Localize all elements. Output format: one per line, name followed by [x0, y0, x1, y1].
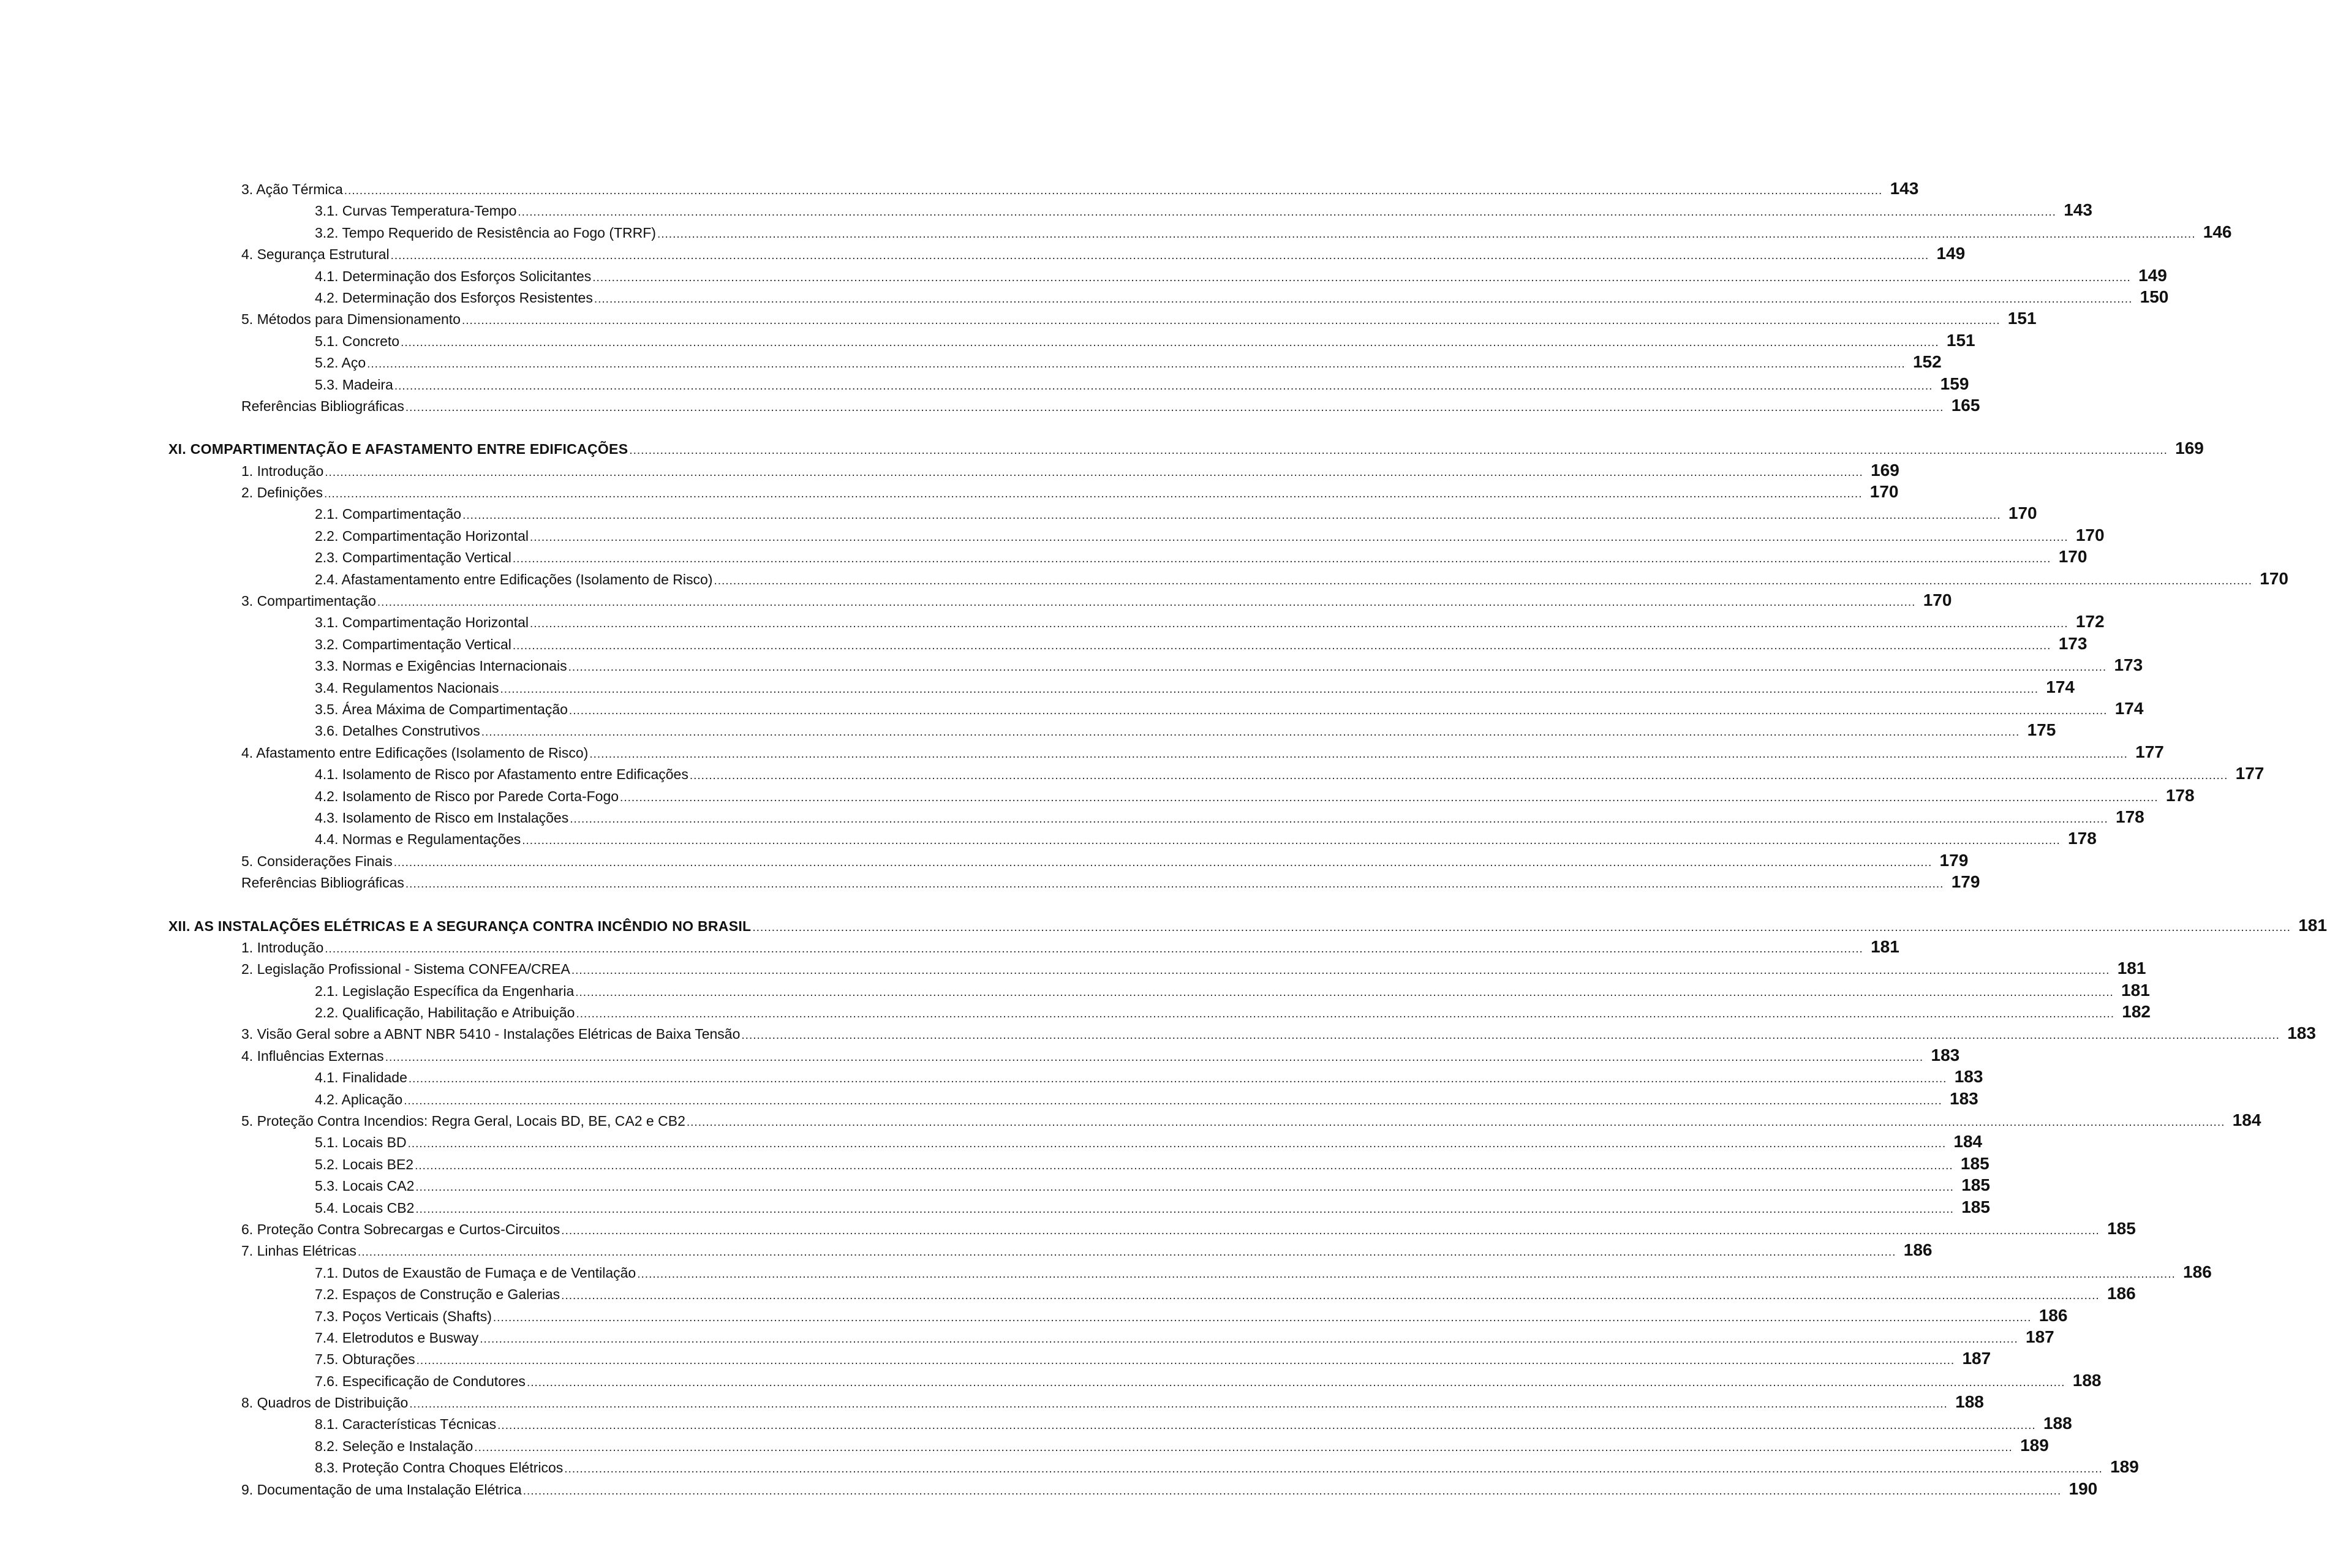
toc-entry-line — [241, 1109, 2261, 1131]
dot-leader: ................................................................................................................................................................................................................................................................................................................................................................................................................ — [415, 1181, 1954, 1194]
toc-entry-title: 8.3. Proteção Contra Choques Elétricos — [315, 1460, 564, 1476]
page-number: 165 — [1951, 395, 1980, 415]
toc-entry-row[interactable] — [0, 1370, 2102, 1391]
toc-entry-line — [315, 633, 2088, 654]
toc-entry-line — [241, 1478, 2098, 1499]
dot-leader: ................................................................................................................................................................................................................................................................................................................................................................................................................ — [575, 986, 2114, 999]
toc-entry-title: 6. Proteção Contra Sobrecargas e Curtos-Circuitos — [241, 1221, 560, 1237]
toc-entry-line — [315, 785, 2195, 806]
dot-leader: ................................................................................................................................................................................................................................................................................................................................................................................................................ — [461, 314, 2001, 328]
toc-entry-line — [241, 1044, 1960, 1066]
toc-entry-line — [241, 178, 1919, 199]
toc-entry-line — [315, 1456, 2139, 1477]
dot-leader: ................................................................................................................................................................................................................................................................................................................................................................................................................ — [500, 682, 2038, 696]
toc-entry-title: 8. Quadros de Distribuição — [241, 1395, 409, 1411]
page-number: 189 — [2020, 1435, 2049, 1455]
toc-entry-line — [315, 221, 2232, 243]
toc-entry-row[interactable] — [0, 307, 2037, 329]
toc-entry-title: 3.3. Normas e Exigências Internacionais — [315, 658, 567, 674]
toc-chapter-row[interactable] — [0, 437, 2204, 459]
page-number: 170 — [1869, 482, 1899, 502]
toc-entry-row[interactable] — [0, 1261, 2212, 1283]
dot-leader: ................................................................................................................................................................................................................................................................................................................................................................................................................ — [518, 206, 2056, 219]
dot-leader: ................................................................................................................................................................................................................................................................................................................................................................................................................ — [480, 1332, 2018, 1346]
toc-entry-line — [241, 307, 2037, 329]
dot-leader: ................................................................................................................................................................................................................................................................................................................................................................................................................ — [689, 769, 2228, 783]
toc-entry-title: 7.5. Obturações — [315, 1351, 415, 1368]
page-number: 152 — [1912, 352, 1942, 372]
toc-entry-row[interactable] — [0, 1326, 2054, 1348]
toc-entry-line — [315, 676, 2075, 698]
toc-entry-title: 8.1. Características Técnicas — [315, 1416, 497, 1433]
toc-entry-line — [241, 481, 1899, 502]
page-number: 181 — [2117, 959, 2146, 978]
page-number: 183 — [2287, 1023, 2316, 1043]
toc-entry-title: 4.4. Normas e Regulamentações — [315, 831, 521, 848]
page-number: 190 — [2069, 1479, 2098, 1498]
toc-entry-line — [241, 1239, 1933, 1261]
dot-leader: ................................................................................................................................................................................................................................................................................................................................................................................................................ — [415, 1202, 1954, 1216]
toc-entry-row[interactable] — [0, 568, 2288, 589]
dot-leader: ................................................................................................................................................................................................................................................................................................................................................................................................................ — [492, 1311, 2032, 1324]
toc-entry-row[interactable] — [0, 481, 1899, 502]
page-number: 183 — [1954, 1067, 1983, 1087]
toc-entry-row[interactable] — [0, 1044, 1960, 1066]
toc-entry-row[interactable] — [0, 286, 2169, 307]
dot-leader: ................................................................................................................................................................................................................................................................................................................................................................................................................ — [568, 704, 2108, 717]
toc-entry-row[interactable] — [0, 1218, 2136, 1239]
dot-leader: ................................................................................................................................................................................................................................................................................................................................................................................................................ — [474, 1441, 2013, 1454]
page-number: 186 — [2106, 1284, 2136, 1303]
toc-entry-row[interactable] — [0, 1196, 1990, 1218]
page-number: 181 — [2121, 980, 2150, 1000]
toc-entry-line — [315, 1261, 2212, 1283]
toc-entry-title: 2.3. Compartimentação Vertical — [315, 549, 511, 566]
page-number: 170 — [2058, 547, 2088, 567]
dot-leader: ................................................................................................................................................................................................................................................................................................................................................................................................................ — [576, 1008, 2114, 1021]
dot-leader: ................................................................................................................................................................................................................................................................................................................................................................................................................ — [561, 1224, 2100, 1237]
toc-entry-title: 5.1. Concreto — [315, 333, 400, 349]
page-number: 170 — [1923, 590, 1952, 610]
page-number: 177 — [2235, 764, 2265, 783]
toc-entry-row[interactable] — [0, 546, 2088, 567]
toc-entry-row[interactable] — [0, 1412, 2072, 1434]
toc-entry-line — [241, 1218, 2136, 1239]
toc-entry-title: Referências Bibliográficas — [241, 398, 404, 414]
toc-entry-title: 1. Introdução — [241, 939, 324, 956]
page-number: 183 — [1931, 1045, 1960, 1065]
dot-leader: ................................................................................................................................................................................................................................................................................................................................................................................................................ — [405, 878, 1944, 891]
toc-entry-row[interactable] — [0, 676, 2075, 698]
toc-entry-line — [315, 1153, 1989, 1174]
toc-entry-title: 2.2. Compartimentação Horizontal — [315, 527, 529, 544]
toc-entry-row[interactable] — [0, 1283, 2136, 1304]
toc-entry-line — [241, 957, 2146, 979]
dot-leader: ................................................................................................................................................................................................................................................................................................................................................................................................................ — [522, 1484, 2062, 1498]
toc-entry-line — [315, 265, 2167, 286]
dot-leader: ................................................................................................................................................................................................................................................................................................................................................................................................................ — [620, 791, 2159, 804]
dot-leader: ................................................................................................................................................................................................................................................................................................................................................................................................................ — [686, 1116, 2225, 1129]
toc-entry-title: 1. Introdução — [241, 462, 324, 479]
toc-entry-title: 3.4. Regulamentos Nacionais — [315, 679, 499, 696]
toc-entry-line — [315, 719, 2056, 741]
dot-leader: ................................................................................................................................................................................................................................................................................................................................................................................................................ — [530, 530, 2069, 544]
toc-entry-line — [315, 373, 1969, 394]
page-number: 187 — [2026, 1327, 2054, 1346]
dot-leader: ................................................................................................................................................................................................................................................................................................................................................................................................................ — [512, 639, 2051, 652]
page-number: 184 — [1953, 1132, 1983, 1152]
toc-entry-line — [241, 871, 1980, 892]
toc-entry-title: 7.3. Poços Verticais (Shafts) — [315, 1308, 492, 1324]
page-number: 149 — [1936, 244, 1966, 263]
toc-entry-title: 7.2. Espaços de Construção e Galerias — [315, 1286, 560, 1303]
toc-entry-row[interactable] — [0, 1239, 1933, 1261]
toc-entry-row[interactable] — [0, 1001, 2151, 1022]
toc-entry-title: 3.2. Tempo Requerido de Resistência ao Fogo (TRRF) — [315, 224, 656, 241]
toc-entry-title: 2.1. Legislação Específica da Engenharia — [315, 982, 575, 999]
page-number: 183 — [1950, 1088, 1978, 1108]
dot-leader: ................................................................................................................................................................................................................................................................................................................................................................................................................ — [408, 1072, 1947, 1086]
toc-entry-line — [315, 568, 2288, 589]
dot-leader: ................................................................................................................................................................................................................................................................................................................................................................................................................ — [522, 834, 2061, 848]
toc-entry-row[interactable] — [0, 1088, 1978, 1109]
toc-entry-row[interactable] — [0, 871, 1980, 892]
page-number: 185 — [1961, 1197, 1990, 1216]
dot-leader: ................................................................................................................................................................................................................................................................................................................................................................................................................ — [714, 574, 2252, 587]
toc-entry-line — [315, 611, 2105, 632]
toc-entry-title: 3.1. Compartimentação Horizontal — [315, 614, 529, 631]
toc-entry-title: 2. Definições — [241, 484, 323, 501]
toc-entry-line — [241, 936, 1899, 957]
toc-entry-title: 5. Métodos para Dimensionamento — [241, 311, 461, 328]
dot-leader: ................................................................................................................................................................................................................................................................................................................................................................................................................ — [657, 227, 2196, 241]
toc-entry-line — [168, 914, 2327, 936]
dot-leader: ................................................................................................................................................................................................................................................................................................................................................................................................................ — [526, 1376, 2065, 1389]
toc-entry-title: 5.2. Aço — [315, 355, 366, 371]
page-number: 170 — [2008, 503, 2037, 523]
page-number: 186 — [2038, 1305, 2068, 1325]
toc-entry-row[interactable] — [0, 979, 2150, 1001]
toc-entry-line — [315, 1305, 2068, 1326]
dot-leader: ................................................................................................................................................................................................................................................................................................................................................................................................................ — [497, 1419, 2036, 1433]
page-number: 178 — [2165, 785, 2195, 805]
page-number: 149 — [2138, 265, 2167, 285]
page-number: 181 — [1871, 937, 1899, 956]
toc-entry-title: 7.6. Especificação de Condutores — [315, 1373, 526, 1389]
toc-entry-line — [241, 1391, 1984, 1412]
toc-entry-line — [315, 351, 1942, 372]
toc-entry-row[interactable] — [0, 719, 2056, 741]
page-number: 169 — [1871, 460, 1899, 480]
toc-entry-title: 4.1. Determinação dos Esforços Solicitantes — [315, 268, 592, 284]
toc-entry-line — [315, 546, 2088, 567]
page-number: 178 — [2116, 807, 2144, 826]
toc-entry-title: 5.2. Locais BE2 — [315, 1156, 414, 1172]
dot-leader: ................................................................................................................................................................................................................................................................................................................................................................................................................ — [530, 617, 2069, 631]
toc-entry-title: 5.3. Madeira — [315, 376, 393, 393]
page-number: 174 — [2046, 677, 2075, 696]
page-number: 170 — [2075, 525, 2105, 545]
dot-leader: ................................................................................................................................................................................................................................................................................................................................................................................................................ — [571, 964, 2110, 978]
toc-entry-line — [241, 589, 1952, 611]
page-number: 143 — [2064, 200, 2092, 220]
page-number: 146 — [2203, 222, 2232, 241]
page-number: 143 — [1890, 179, 1919, 198]
toc-entry-row[interactable] — [0, 936, 1899, 957]
page-number: 188 — [1955, 1392, 1984, 1412]
toc-entry-line — [241, 243, 1966, 264]
toc-entry-row[interactable] — [0, 351, 1942, 372]
toc-entry-line — [241, 394, 1980, 416]
toc-chapter-row[interactable] — [0, 914, 2327, 936]
dot-leader: ................................................................................................................................................................................................................................................................................................................................................................................................................ — [570, 812, 2108, 826]
dot-leader: ................................................................................................................................................................................................................................................................................................................................................................................................................ — [394, 379, 1933, 393]
toc-entry-title: 9. Documentação de uma Instalação Elétrica — [241, 1481, 522, 1498]
toc-entry-row[interactable] — [0, 373, 1969, 394]
dot-leader: ................................................................................................................................................................................................................................................................................................................................................................................................................ — [405, 401, 1944, 414]
toc-entry-title: 4. Afastamento entre Edificações (Isolamento de Risco) — [241, 744, 589, 761]
toc-entry-line — [315, 1412, 2072, 1434]
page-number: 159 — [1940, 374, 1969, 393]
page-number: 188 — [2043, 1414, 2072, 1433]
toc-entry-row[interactable] — [0, 1348, 1991, 1369]
toc-entry-row[interactable] — [0, 243, 1966, 264]
toc-entry-title: 2.1. Compartimentação — [315, 506, 462, 522]
toc-entry-row[interactable] — [0, 1456, 2139, 1477]
toc-entry-line — [315, 1348, 1991, 1369]
dot-leader: ................................................................................................................................................................................................................................................................................................................................................................................................................ — [393, 856, 1933, 869]
toc-entry-row[interactable] — [0, 589, 1952, 611]
page-number: 174 — [2114, 698, 2144, 718]
dot-leader: ................................................................................................................................................................................................................................................................................................................................................................................................................ — [462, 509, 2001, 522]
dot-leader: ................................................................................................................................................................................................................................................................................................................................................................................................................ — [415, 1159, 1953, 1172]
toc-entry-line — [315, 1326, 2054, 1348]
toc-entry-row[interactable] — [0, 502, 2037, 524]
dot-leader: ................................................................................................................................................................................................................................................................................................................................................................................................................ — [589, 747, 2128, 761]
toc-entry-title: 5.3. Locais CA2 — [315, 1178, 415, 1194]
page-number: 173 — [2058, 633, 2088, 653]
dot-leader: ................................................................................................................................................................................................................................................................................................................................................................................................................ — [367, 358, 1906, 371]
dot-leader: ................................................................................................................................................................................................................................................................................................................................................................................................................ — [481, 726, 2020, 739]
page-number: 177 — [2135, 742, 2164, 761]
toc-entry-row[interactable] — [0, 763, 2265, 784]
toc-entry-title: 7.4. Eletrodutos e Busway — [315, 1329, 479, 1346]
toc-entry-row[interactable] — [0, 524, 2105, 546]
toc-entry-row[interactable] — [0, 957, 2146, 979]
dot-leader: ................................................................................................................................................................................................................................................................................................................................................................................................................ — [409, 1398, 1948, 1411]
toc-entry-line — [315, 1066, 1983, 1087]
toc-entry-row[interactable] — [0, 698, 2144, 719]
toc-entry-title: 4.1. Isolamento de Risco por Afastamento entre Edificações — [315, 766, 688, 783]
page-number: 179 — [1951, 872, 1980, 892]
toc-entry-line — [315, 1001, 2151, 1022]
toc-entry-line — [315, 806, 2144, 827]
page-number: 186 — [1903, 1240, 1933, 1260]
dot-leader: ................................................................................................................................................................................................................................................................................................................................................................................................................ — [325, 942, 1863, 956]
toc-entry-line — [315, 330, 1975, 351]
toc-entry-line — [315, 1283, 2136, 1304]
dot-leader: ................................................................................................................................................................................................................................................................................................................................................................................................................ — [377, 596, 1916, 609]
toc-entry-line — [168, 437, 2204, 459]
toc-entry-line — [241, 459, 1899, 481]
toc-entry-row[interactable] — [0, 330, 1975, 351]
toc-entry-line — [315, 524, 2105, 546]
toc-entry-title: 4. Influências Externas — [241, 1047, 384, 1064]
dot-leader: ................................................................................................................................................................................................................................................................................................................................................................................................................ — [592, 271, 2131, 284]
dot-leader: ................................................................................................................................................................................................................................................................................................................................................................................................................ — [568, 661, 2107, 674]
toc-entry-title: 2. Legislação Profissional - Sistema CONFEA/CREA — [241, 961, 570, 978]
page-number: 178 — [2068, 829, 2097, 848]
toc-entry-row[interactable] — [0, 741, 2164, 763]
page-number: 182 — [2122, 1002, 2151, 1022]
toc-entry-line — [241, 1022, 2316, 1044]
toc-entry-row[interactable] — [0, 1305, 2068, 1326]
dot-leader: ................................................................................................................................................................................................................................................................................................................................................................................................................ — [385, 1050, 1924, 1064]
toc-entry-row[interactable] — [0, 850, 1969, 871]
toc-entry-row[interactable] — [0, 1174, 1990, 1196]
dot-leader: ................................................................................................................................................................................................................................................................................................................................................................................................................ — [512, 552, 2051, 566]
page-number: 189 — [2110, 1457, 2139, 1477]
dot-leader: ................................................................................................................................................................................................................................................................................................................................................................................................................ — [741, 1029, 2280, 1042]
toc-entry-line — [315, 1370, 2102, 1391]
toc-entry-line — [315, 827, 2097, 849]
toc-entry-line — [315, 979, 2150, 1001]
page-number: 170 — [2260, 568, 2288, 588]
toc-entry-row[interactable] — [0, 633, 2088, 654]
toc-entry-title: Referências Bibliográficas — [241, 875, 404, 891]
page-number: 185 — [1961, 1175, 1990, 1195]
toc-entry-title: 2.2. Qualificação, Habilitação e Atribuição — [315, 1005, 575, 1021]
dot-leader: ................................................................................................................................................................................................................................................................................................................................................................................................................ — [637, 1267, 2176, 1281]
toc-entry-row[interactable] — [0, 1153, 1989, 1174]
page-number: 151 — [2007, 309, 2037, 328]
toc-entry-line — [315, 1174, 1990, 1196]
toc-entry-title: 8.2. Seleção e Instalação — [315, 1438, 473, 1454]
page-number: 186 — [2183, 1262, 2212, 1281]
page-number: 185 — [1960, 1153, 1989, 1173]
dot-leader: ................................................................................................................................................................................................................................................................................................................................................................................................................ — [752, 921, 2291, 934]
toc-entry-row[interactable] — [0, 178, 1919, 199]
toc-entry-title: 3. Compartimentação — [241, 593, 376, 609]
toc-entry-row[interactable] — [0, 806, 2144, 827]
toc-entry-row[interactable] — [0, 785, 2195, 806]
toc-entry-row[interactable] — [0, 1022, 2316, 1044]
toc-entry-row[interactable] — [0, 1478, 2098, 1499]
toc-entry-line — [315, 502, 2037, 524]
toc-entry-title: 4. Segurança Estrutural — [241, 246, 390, 263]
toc-entry-title: 3.1. Curvas Temperatura-Tempo — [315, 203, 517, 219]
toc-entry-line — [315, 1196, 1990, 1218]
page-number: 184 — [2232, 1110, 2261, 1130]
page-number: 150 — [2140, 287, 2169, 306]
toc-entry-title: 3.2. Compartimentação Vertical — [315, 636, 511, 652]
page-number: 179 — [1939, 850, 1969, 870]
toc-entry-title: 7. Linhas Elétricas — [241, 1243, 356, 1259]
toc-entry-line — [315, 199, 2092, 221]
toc-entry-title: 5.4. Locais CB2 — [315, 1199, 415, 1216]
toc-entry-line — [315, 1088, 1978, 1109]
toc-entry-line — [241, 850, 1969, 871]
dot-leader: ................................................................................................................................................................................................................................................................................................................................................................................................................ — [404, 1094, 1942, 1107]
dot-leader: ................................................................................................................................................................................................................................................................................................................................................................................................................ — [344, 184, 1883, 197]
dot-leader: ................................................................................................................................................................................................................................................................................................................................................................................................................ — [416, 1354, 1955, 1368]
toc-entry-row[interactable] — [0, 1434, 2049, 1456]
table-of-contents — [0, 178, 2327, 1499]
toc-entry-line — [315, 1131, 1983, 1152]
dot-leader: ................................................................................................................................................................................................................................................................................................................................................................................................................ — [564, 1463, 2103, 1476]
page-number: 169 — [2175, 439, 2204, 458]
toc-entry-title: 3.5. Área Máxima de Compartimentação — [315, 701, 568, 717]
toc-entry-row[interactable] — [0, 654, 2143, 676]
toc-entry-title: 7.1. Dutos de Exaustão de Fumaça e de Ventilação — [315, 1264, 636, 1281]
dot-leader: ................................................................................................................................................................................................................................................................................................................................................................................................................ — [629, 444, 2168, 458]
page-number: 173 — [2114, 655, 2143, 675]
toc-entry-row[interactable] — [0, 1131, 1983, 1152]
toc-entry-title: 5. Proteção Contra Incendios: Regra Geral, Locais BD, BE, CA2 e CB2 — [241, 1113, 685, 1129]
toc-entry-title: 4.2. Isolamento de Risco por Parede Corta-Fogo — [315, 788, 619, 804]
page-number: 188 — [2072, 1370, 2102, 1390]
toc-entry-title: 3.6. Detalhes Construtivos — [315, 723, 480, 739]
toc-entry-row[interactable] — [0, 221, 2232, 243]
toc-entry-line — [241, 741, 2164, 763]
chapter-title: XII. AS INSTALAÇÕES ELÉTRICAS E A SEGURANÇA CONTRA INCÊNDIO NO BRASIL — [168, 918, 752, 934]
page-number: 172 — [2075, 612, 2105, 631]
page-number: 175 — [2027, 720, 2056, 740]
toc-entry-line — [315, 286, 2169, 307]
toc-entry-row[interactable] — [0, 1066, 1983, 1087]
toc-entry-row[interactable] — [0, 199, 2092, 221]
page-number: 185 — [2107, 1218, 2136, 1238]
dot-leader: ................................................................................................................................................................................................................................................................................................................................................................................................................ — [390, 249, 1929, 263]
toc-entry-row[interactable] — [0, 1391, 1984, 1412]
page-number: 151 — [1946, 330, 1975, 350]
toc-entry-row[interactable] — [0, 611, 2105, 632]
toc-entry-line — [315, 698, 2144, 719]
toc-entry-title: 4.3. Isolamento de Risco em Instalações — [315, 809, 569, 826]
toc-entry-title: 4.2. Aplicação — [315, 1091, 403, 1107]
toc-entry-line — [315, 1434, 2049, 1456]
dot-leader: ................................................................................................................................................................................................................................................................................................................................................................................................................ — [594, 292, 2133, 306]
dot-leader: ................................................................................................................................................................................................................................................................................................................................................................................................................ — [323, 488, 1863, 501]
page-number: 187 — [1962, 1349, 1991, 1368]
toc-entry-row[interactable] — [0, 265, 2167, 286]
page-number: 181 — [2298, 915, 2327, 935]
dot-leader: ................................................................................................................................................................................................................................................................................................................................................................................................................ — [357, 1246, 1896, 1259]
toc-entry-title: 4.1. Finalidade — [315, 1069, 407, 1086]
toc-entry-row[interactable] — [0, 1109, 2261, 1131]
toc-entry-title: 2.4. Afastamentamento entre Edificações (Isolamento de Risco) — [315, 571, 713, 587]
chapter-title: XI. COMPARTIMENTAÇÃO E AFASTAMENTO ENTRE EDIFICAÇÕES — [168, 441, 628, 458]
dot-leader: ................................................................................................................................................................................................................................................................................................................................................................................................................ — [401, 336, 1939, 349]
toc-entry-line — [315, 763, 2265, 784]
toc-entry-title: 3. Ação Térmica — [241, 181, 343, 197]
toc-entry-row[interactable] — [0, 394, 1980, 416]
dot-leader: ................................................................................................................................................................................................................................................................................................................................................................................................................ — [407, 1137, 1947, 1151]
dot-leader: ................................................................................................................................................................................................................................................................................................................................................................................................................ — [325, 466, 1863, 479]
toc-entry-title: 4.2. Determinação dos Esforços Resistentes — [315, 289, 593, 306]
toc-entry-title: 5. Considerações Finais — [241, 853, 393, 869]
toc-entry-row[interactable] — [0, 459, 1899, 481]
toc-entry-title: 3. Visão Geral sobre a ABNT NBR 5410 - Instalações Elétricas de Baixa Tensão — [241, 1026, 741, 1042]
toc-entry-line — [315, 654, 2143, 676]
dot-leader: ................................................................................................................................................................................................................................................................................................................................................................................................................ — [561, 1289, 2100, 1303]
toc-entry-title: 5.1. Locais BD — [315, 1134, 407, 1151]
toc-entry-row[interactable] — [0, 827, 2097, 849]
